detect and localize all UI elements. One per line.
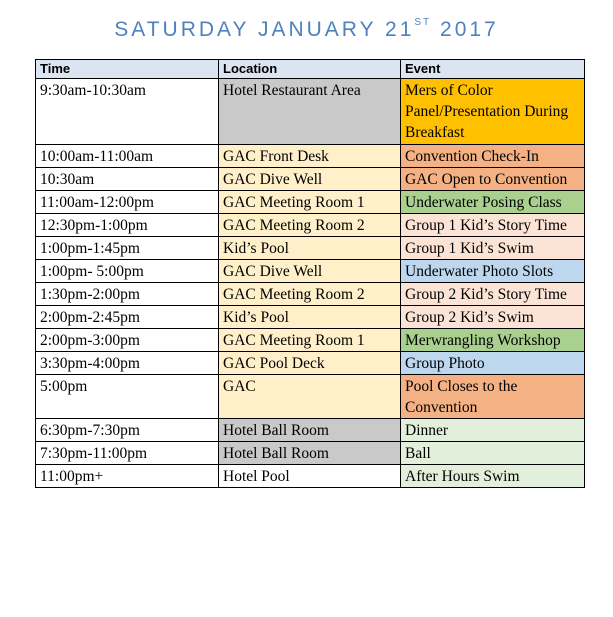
event-cell: Merwrangling Workshop <box>401 329 585 352</box>
time-cell: 1:00pm-1:45pm <box>36 237 219 260</box>
location-cell: GAC Dive Well <box>219 168 401 191</box>
time-cell: 3:30pm-4:00pm <box>36 352 219 375</box>
table-row <box>36 306 585 329</box>
event-cell: Convention Check-In <box>401 145 585 168</box>
event-cell: Mers of Color Panel/Presentation During Breakfast <box>401 79 585 145</box>
table-row <box>36 465 585 488</box>
event-cell: Underwater Photo Slots <box>401 260 585 283</box>
time-cell: 5:00pm <box>36 375 219 419</box>
time-cell: 1:00pm- 5:00pm <box>36 260 219 283</box>
schedule-table <box>35 59 585 488</box>
location-cell: Kid’s Pool <box>219 306 401 329</box>
header-event: Event <box>401 60 585 79</box>
location-cell: GAC Front Desk <box>219 145 401 168</box>
table-row <box>36 419 585 442</box>
table-row <box>36 260 585 283</box>
event-cell: Ball <box>401 442 585 465</box>
location-cell: GAC Pool Deck <box>219 352 401 375</box>
location-cell: GAC Meeting Room 2 <box>219 214 401 237</box>
location-cell: Hotel Ball Room <box>219 419 401 442</box>
location-cell: GAC Meeting Room 1 <box>219 191 401 214</box>
location-cell: GAC <box>219 375 401 419</box>
header-location: Location <box>219 60 401 79</box>
event-cell: Dinner <box>401 419 585 442</box>
table-row <box>36 352 585 375</box>
time-cell: 11:00pm+ <box>36 465 219 488</box>
time-cell: 10:30am <box>36 168 219 191</box>
table-row <box>36 145 585 168</box>
location-cell: Hotel Ball Room <box>219 442 401 465</box>
page-title <box>0 18 613 42</box>
table-row <box>36 79 585 145</box>
title-year: 2017 <box>440 18 499 41</box>
table-row <box>36 191 585 214</box>
event-cell: Group 1 Kid’s Swim <box>401 237 585 260</box>
time-cell: 12:30pm-1:00pm <box>36 214 219 237</box>
event-cell: Group 2 Kid’s Story Time <box>401 283 585 306</box>
location-cell: Hotel Pool <box>219 465 401 488</box>
header-time: Time <box>36 60 219 79</box>
location-cell: GAC Dive Well <box>219 260 401 283</box>
event-cell: Group 1 Kid’s Story Time <box>401 214 585 237</box>
table-row <box>36 442 585 465</box>
time-cell: 7:30pm-11:00pm <box>36 442 219 465</box>
time-cell: 2:00pm-2:45pm <box>36 306 219 329</box>
event-cell: After Hours Swim <box>401 465 585 488</box>
time-cell: 1:30pm-2:00pm <box>36 283 219 306</box>
table-row <box>36 375 585 419</box>
table-row <box>36 214 585 237</box>
location-cell: GAC Meeting Room 2 <box>219 283 401 306</box>
event-cell: Group 2 Kid’s Swim <box>401 306 585 329</box>
time-cell: 11:00am-12:00pm <box>36 191 219 214</box>
table-row <box>36 237 585 260</box>
event-cell: Pool Closes to the Convention <box>401 375 585 419</box>
table-row <box>36 283 585 306</box>
table-row <box>36 329 585 352</box>
header-row <box>36 60 585 79</box>
event-cell: Group Photo <box>401 352 585 375</box>
event-cell: Underwater Posing Class <box>401 191 585 214</box>
time-cell: 6:30pm-7:30pm <box>36 419 219 442</box>
title-superscript: ST <box>414 17 432 28</box>
time-cell: 10:00am-11:00am <box>36 145 219 168</box>
event-cell: GAC Open to Convention <box>401 168 585 191</box>
title-main: SATURDAY JANUARY 21 <box>114 18 415 41</box>
location-cell: Kid’s Pool <box>219 237 401 260</box>
location-cell: Hotel Restaurant Area <box>219 79 401 145</box>
time-cell: 2:00pm-3:00pm <box>36 329 219 352</box>
time-cell: 9:30am-10:30am <box>36 79 219 145</box>
table-row <box>36 168 585 191</box>
location-cell: GAC Meeting Room 1 <box>219 329 401 352</box>
